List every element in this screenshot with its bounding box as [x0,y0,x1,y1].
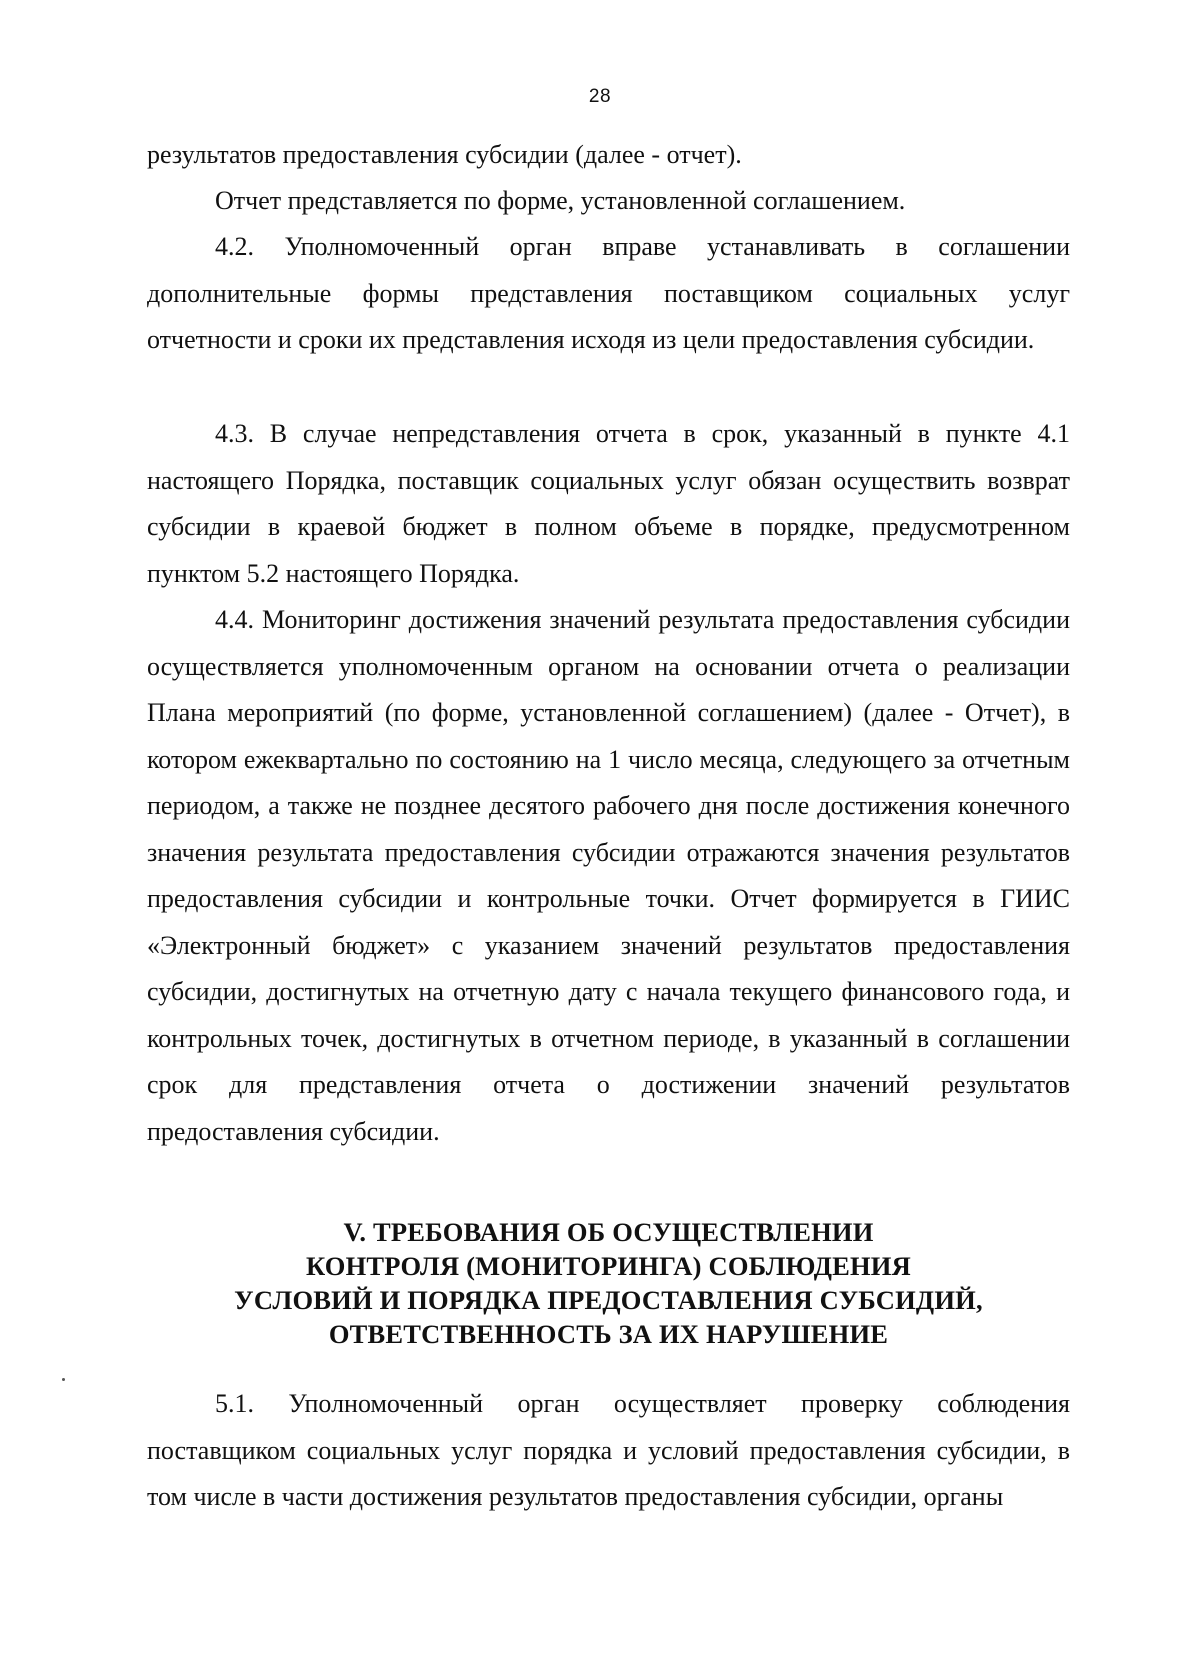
page-number: 28 [588,86,612,107]
paragraph-4-4 [147,597,1070,1155]
paragraph-text: Отчет представляется по форме, установленной соглашением. [215,186,906,215]
section-heading [147,1215,1070,1351]
paragraph-4-3 [147,411,1070,597]
section-heading-line: V. ТРЕБОВАНИЯ ОБ ОСУЩЕСТВЛЕНИИ [343,1217,874,1247]
scan-speck [62,1378,65,1381]
paragraph-text: 4.2. Уполномоченный орган вправе устанавливать в соглашении дополнительные формы представления поставщиком социальных услуг отчетности и сроки их представления исходя из цели предоставления субсидии. [147,232,1070,354]
paragraph-text: 5.1. Уполномоченный орган осуществляет проверку соблюдения поставщиком социальных услуг порядка и условий предоставления субсидии, в том числе в части достижения результатов предоставления субсидии, органы [147,1389,1070,1511]
section-heading-line: ОТВЕТСТВЕННОСТЬ ЗА ИХ НАРУШЕНИЕ [328,1319,889,1349]
paragraph-continuation [147,132,1070,179]
paragraph-4-2 [147,224,1070,364]
paragraph-report-form [147,178,1070,225]
section-heading-line: КОНТРОЛЯ (МОНИТОРИНГА) СОБЛЮДЕНИЯ [306,1251,911,1281]
paragraph-text: результатов предоставления субсидии (далее - отчет). [147,140,742,169]
paragraph-5-1 [147,1381,1070,1521]
paragraph-text: 4.3. В случае непредставления отчета в срок, указанный в пункте 4.1 настоящего Порядка, поставщик социальных услуг обязан осуществить возврат субсидии в краевой бюджет в полном объеме в порядке, предусмотренном пунктом 5.2 настоящего Порядка. [147,419,1070,588]
paragraph-text: 4.4. Мониторинг достижения значений результата предоставления субсидии осуществляется уполномоченным органом на основании отчета о реализации Плана мероприятий (по форме, установленной соглашением) (далее - Отчет), в котором ежеквартально по состоянию на 1 число месяца, следующего за отчетным периодом, а также не позднее десятого рабочего дня после достижения конечного значения результата предоставления субсидии отражаются значения результатов предоставления субсидии и контрольные точки. Отчет формируется в ГИИС «Электронный бюджет» с указанием значений результатов предоставления субсидии, достигнутых на отчетную дату с начала текущего финансового года, и контрольных точек, достигнутых в отчетном периоде, в указанный в соглашении срок для представления отчета о достижении значений результатов предоставления субсидии. [147,605,1070,1146]
section-heading-line: УСЛОВИЙ И ПОРЯДКА ПРЕДОСТАВЛЕНИЯ СУБСИДИЙ, [234,1285,983,1315]
